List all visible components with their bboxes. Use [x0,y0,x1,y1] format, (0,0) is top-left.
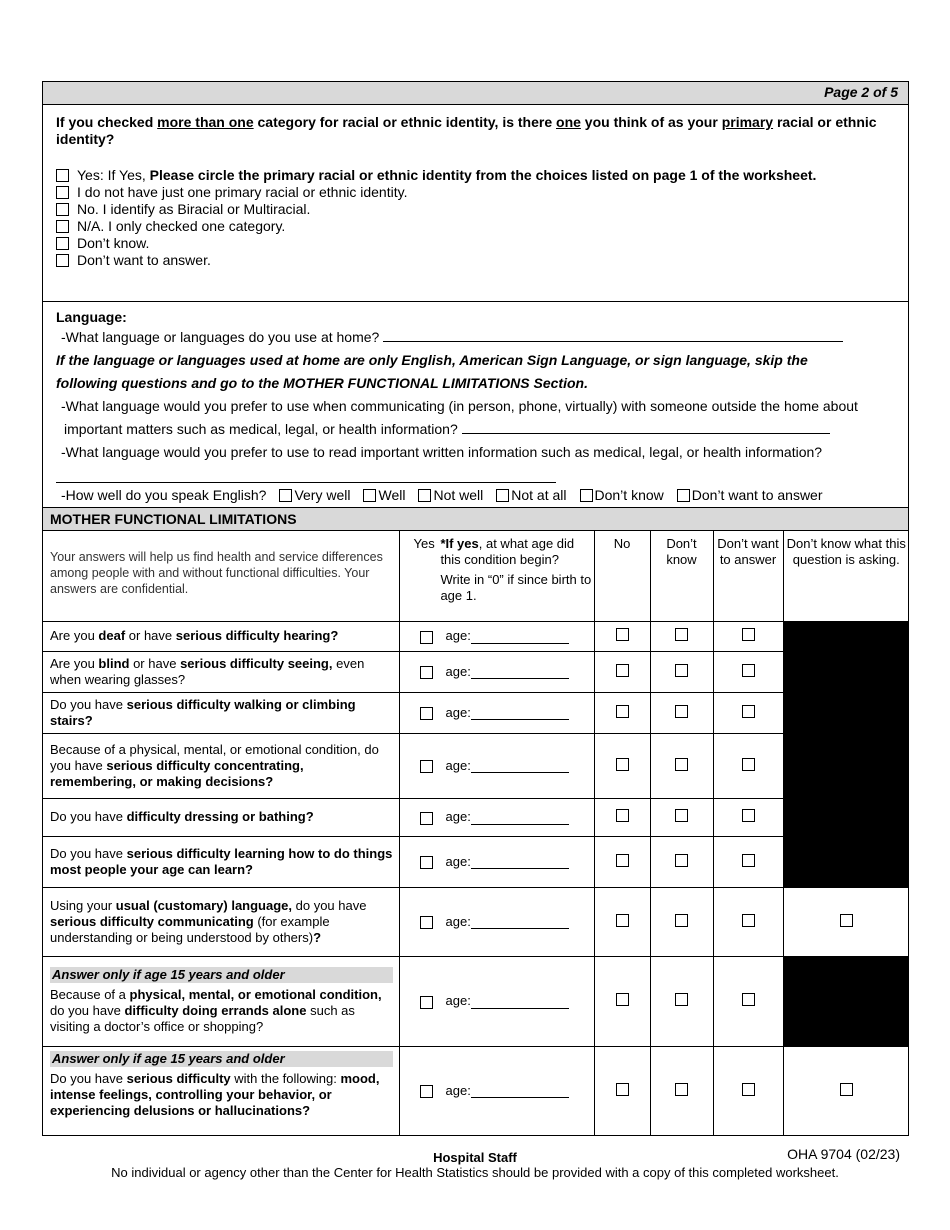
dont-know-question-checkbox[interactable] [840,1083,853,1096]
dont-know-checkbox[interactable] [675,1083,688,1096]
age-column-header: Yes *If yes, at what age did this condition begin? Write in “0” if since birth to age 1. [399,531,594,621]
checkbox[interactable] [363,489,376,502]
dont-know-question-checkbox[interactable] [840,914,853,927]
english-speaking-question: -How well do you speak English? Very well Well Not well Not at all Don’t know Don’t want to answer [61,487,823,503]
question-text: Because of a physical, mental, or emotional condition, do you have serious difficulty concentrating, remembering, or making decisions? [43,733,399,798]
checkbox[interactable] [56,220,69,233]
no-cell [594,956,650,1046]
yes-age-cell: age: [399,692,594,733]
checkbox[interactable] [56,237,69,250]
no-checkbox[interactable] [616,809,629,822]
dont-know-cell [650,887,713,956]
dont-know-checkbox[interactable] [675,993,688,1006]
checkbox[interactable] [56,203,69,216]
question-text: Do you have difficulty dressing or bathing? [43,798,399,836]
dont-know-checkbox[interactable] [675,705,688,718]
dont-want-checkbox[interactable] [742,854,755,867]
mfl-table [43,531,909,1135]
primary-identity-section [43,105,908,302]
checkbox[interactable] [418,489,431,502]
skip-instruction-1: If the language or languages used at home are only English, American Sign Language, or sign language, skip the [56,352,808,368]
communication-language-question: -What language would you prefer to use when communicating (in person, phone, virtually) with someone outside the home about [61,398,858,414]
question-text: Do you have serious difficulty learning how to do things most people your age can learn? [43,836,399,887]
no-checkbox[interactable] [616,758,629,771]
question-text: Using your usual (customary) language, do you have serious difficulty communicating (for example understanding or being understood by others)? [43,887,399,956]
language-section [43,302,908,507]
dont-know-cell [650,621,713,651]
age-input[interactable] [471,856,569,869]
yes-checkbox[interactable] [420,1085,433,1098]
dont-want-cell [713,887,783,956]
blacked-out-cell [783,836,909,887]
primary-identity-options [56,166,894,268]
page-number: Page 2 of 5 [43,82,908,105]
yes-checkbox[interactable] [420,666,433,679]
checkbox[interactable] [677,489,690,502]
age-input[interactable] [471,760,569,773]
dont-want-cell [713,651,783,692]
yes-age-cell: age: [399,956,594,1046]
communication-language-input[interactable] [462,421,830,434]
yes-age-cell: age: [399,651,594,692]
no-checkbox[interactable] [616,664,629,677]
communication-language-question-cont: important matters such as medical, legal, or health information? [56,418,902,441]
no-checkbox[interactable] [616,993,629,1006]
option-biracial[interactable]: No. I identify as Biracial or Multiracial. [56,200,894,217]
mfl-intro: Your answers will help us find health and service differences among people with and without functional difficulties. Your answers are confidential. [43,531,399,621]
dont-want-cell [713,621,783,651]
no-checkbox[interactable] [616,628,629,641]
no-cell [594,692,650,733]
age-input[interactable] [471,707,569,720]
checkbox[interactable] [580,489,593,502]
mfl-header-row [43,531,909,621]
no-cell [594,798,650,836]
worksheet-form [42,81,909,1136]
dont-know-checkbox[interactable] [675,914,688,927]
speak-very-well[interactable]: Very well [279,487,350,503]
reading-language-question: -What language would you prefer to use to read important written information such as medical, legal, or health information? [61,444,823,460]
dont-know-checkbox[interactable] [675,628,688,641]
mfl-question-row [43,621,909,651]
yes-age-cell: age: [399,798,594,836]
mfl-question-row [43,887,909,956]
dont-want-checkbox[interactable] [742,1083,755,1096]
dont-want-cell [713,1046,783,1135]
no-checkbox[interactable] [616,1083,629,1096]
form-number: OHA 9704 (02/23) [787,1146,900,1162]
dont-know-cell [650,733,713,798]
footer [0,1146,950,1180]
dont-want-cell [713,836,783,887]
checkbox[interactable] [56,186,69,199]
speak-dont-know[interactable]: Don’t know [580,487,664,503]
dont-want-checkbox[interactable] [742,758,755,771]
dont-want-checkbox[interactable] [742,809,755,822]
dont-know-checkbox[interactable] [675,809,688,822]
speak-well[interactable]: Well [363,487,405,503]
no-cell [594,836,650,887]
speak-dont-want[interactable]: Don’t want to answer [677,487,823,503]
dont-want-checkbox[interactable] [742,705,755,718]
dont-want-cell [713,733,783,798]
age-input[interactable] [471,1085,569,1098]
option-dont-want[interactable]: Don’t want to answer. [56,251,894,268]
mfl-question-row [43,692,909,733]
dont-know-cell [650,956,713,1046]
yes-age-cell: age: [399,887,594,956]
no-cell [594,651,650,692]
no-cell [594,887,650,956]
mfl-question-row [43,836,909,887]
option-no-primary[interactable]: I do not have just one primary racial or ethnic identity. [56,183,894,200]
no-column-header: No [594,531,650,621]
language-title: Language: [56,309,127,325]
dont-know-checkbox[interactable] [675,664,688,677]
checkbox[interactable] [56,169,69,182]
age-input[interactable] [471,996,569,1009]
yes-checkbox[interactable] [420,856,433,869]
age-input[interactable] [471,916,569,929]
blacked-out-cell [783,956,909,1046]
question-text: Are you blind or have serious difficulty seeing, even when wearing glasses? [43,651,399,692]
dont-want-checkbox[interactable] [742,993,755,1006]
yes-age-cell: age: [399,733,594,798]
dont-want-checkbox[interactable] [742,628,755,641]
option-na[interactable]: N/A. I only checked one category. [56,217,894,234]
dont-know-question-cell [783,1046,909,1135]
dont-want-checkbox[interactable] [742,914,755,927]
yes-checkbox[interactable] [420,996,433,1009]
question-text: Answer only if age 15 years and older Do you have serious difficulty with the following: mood, intense feelings, controlling your behavior, or experiencing delusions or hallucinations? [43,1046,399,1135]
dont-want-cell [713,956,783,1046]
skip-instruction-2: following questions and go to the MOTHER FUNCTIONAL LIMITATIONS Section. [56,375,588,391]
checkbox[interactable] [56,254,69,267]
mfl-question-row [43,956,909,1046]
dont-know-cell [650,1046,713,1135]
checkbox[interactable] [496,489,509,502]
home-language-input[interactable] [383,329,843,342]
no-checkbox[interactable] [616,914,629,927]
option-yes[interactable]: Yes: If Yes, Please circle the primary racial or ethnic identity from the choices listed on page 1 of the worksheet. [56,166,894,183]
yes-checkbox[interactable] [420,631,433,644]
question-text: Are you deaf or have serious difficulty hearing? [43,621,399,651]
blacked-out-cell [783,733,909,798]
blacked-out-cell [783,621,909,651]
age-15-note: Answer only if age 15 years and older [50,1051,393,1067]
yes-checkbox[interactable] [420,812,433,825]
no-cell [594,621,650,651]
confidentiality-notice: No individual or agency other than the Center for Health Statistics should be provided with a copy of this completed worksheet. [111,1165,839,1180]
age-input[interactable] [471,812,569,825]
yes-age-cell: age: [399,836,594,887]
dont-know-checkbox[interactable] [675,758,688,771]
hospital-staff-label: Hospital Staff [433,1150,517,1165]
no-cell [594,733,650,798]
dont-know-question-cell [783,887,909,956]
yes-checkbox[interactable] [420,916,433,929]
blacked-out-cell [783,692,909,733]
mfl-section-title: MOTHER FUNCTIONAL LIMITATIONS [43,507,908,531]
question-text: Answer only if age 15 years and older Because of a physical, mental, or emotional condition, do you have difficulty doing errands alone such as visiting a doctor’s office or shopping? [43,956,399,1046]
question-text: Do you have serious difficulty walking or climbing stairs? [43,692,399,733]
no-checkbox[interactable] [616,854,629,867]
mfl-question-row [43,798,909,836]
home-language-question: -What language or languages do you use at home? [56,326,902,349]
age-input[interactable] [471,666,569,679]
blacked-out-cell [783,798,909,836]
no-checkbox[interactable] [616,705,629,718]
yes-age-cell: age: [399,1046,594,1135]
blacked-out-cell [783,651,909,692]
dont-know-checkbox[interactable] [675,854,688,867]
mfl-question-row [43,1046,909,1135]
mfl-question-row [43,733,909,798]
age-15-note: Answer only if age 15 years and older [50,967,393,983]
yes-checkbox[interactable] [420,760,433,773]
primary-identity-question: If you checked more than one category for racial or ethnic identity, is there one you think of as your primary racial or ethnic identity? [56,114,877,147]
option-dont-know[interactable]: Don’t know. [56,234,894,251]
dont-want-checkbox[interactable] [742,664,755,677]
reading-language-input[interactable] [56,470,556,483]
dont-know-question-header: Don’t know what this question is asking. [783,531,909,621]
age-input[interactable] [471,631,569,644]
no-cell [594,1046,650,1135]
dont-know-cell [650,798,713,836]
dont-want-column-header: Don’t want to answer [713,531,783,621]
dont-know-cell [650,651,713,692]
speak-not-well[interactable]: Not well [418,487,483,503]
mfl-question-row [43,651,909,692]
dont-know-cell [650,692,713,733]
speak-not-at-all[interactable]: Not at all [496,487,566,503]
yes-age-cell: age: [399,621,594,651]
dont-know-cell [650,836,713,887]
yes-checkbox[interactable] [420,707,433,720]
dont-want-cell [713,798,783,836]
checkbox[interactable] [279,489,292,502]
dont-want-cell [713,692,783,733]
dont-know-column-header: Don’t know [650,531,713,621]
